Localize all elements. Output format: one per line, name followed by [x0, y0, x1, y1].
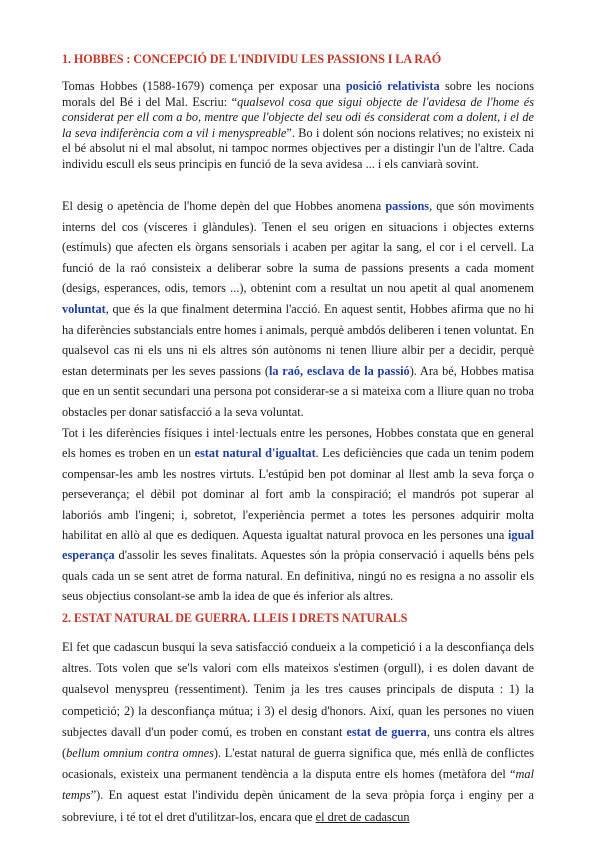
section-1-heading: 1. HOBBES : CONCEPCIÓ DE L'INDIVIDU LES PASSIONS I LA RAÓ: [62, 52, 442, 66]
text: Tot i les diferències físiques i intel·lectuals entre les persones, Hobbes constata que en general els homes es troben en un: [62, 426, 534, 461]
keyword-rao-esclava: la raó, esclava de la passió: [268, 363, 410, 378]
paragraph-1: [62, 79, 534, 173]
keyword-passions: passions: [385, 199, 430, 213]
text: Tomas Hobbes (1588-1679) comença per exposar una: [62, 79, 346, 93]
text: El fet que cadascun busqui la seva satisfacció condueix a la competició i a la desconfiança dels altres. Tots volen que se'ls valori com ells mateixos s'estimen (orgull), i es dolen davant de qualsevol menyspreu (ressentiment). Tenim ja les tres causes principals de disputa : 1) la competició; 2) la desconfiança mútua; i 3) el desig d'honors. Així, quan les persones no viuen subjectes davall d'un poder comú, es troben en constant: [62, 640, 534, 739]
paragraph-4: [62, 637, 534, 828]
text: , que són moviments interns del cos (vísceres i glàndules). Tenen el seu origen en situacions i objectes externs (estímuls) que afecten els òrgans sensorials i acaben per agitar la sang, el cor i el cervell. La funció de la raó consisteix a deliberar sobre la suma de passions presents a cada moment (desigs, esperances, odis, temors ...), obtenint com a resultat un nou apetit al qual anomenem: [62, 199, 534, 296]
underlined-phrase: el dret de cadascun: [315, 809, 410, 824]
text: ”. Bo i dolent són nocions relatives; no existeix ni el bé absolut ni el mal absolut, ni tampoc normes objectives per a distingir l'un de l'altre. Cada individu escull els seus principis en funció de la seva avidesa ... i els canviarà sovint.: [62, 125, 534, 171]
paragraph-2: [62, 196, 534, 423]
section-2-heading: 2. ESTAT NATURAL DE GUERRA. LLEIS I DRETS NATURALS: [62, 611, 408, 625]
text: . Les deficiències que cada un tenim podem compensar-les amb les nostres virtuts. L'estúpid ben pot dominar al llest amb la seva força o perseverança; el dèbil pot dominar al fort amb la conspiració; el mandrós pot superar al laboriós amb l'ingeni; i, sobretot, l'experiència permet a totes les persones adquirir molta habilitat en allò al que es dediquen. Aquesta igualtat natural provoca en les persones una: [62, 446, 534, 543]
keyword-posicio-relativista: posició relativista: [345, 79, 440, 93]
text: , que és la que finalment determina l'acció. En aquest sentit, Hobbes afirma que no hi ha diferències substancials entre homes i animals, perquè ambdós deliberen i tenen voluntat. En qualsevol cas ni els uns ni els altres són autònoms ni tenen lliure albir per a decidir, perquè estan determinats per les seves passions (: [62, 301, 534, 378]
keyword-voluntat: voluntat: [62, 301, 106, 316]
text: ”). En aquest estat l'individu depèn únicament de la seva pròpia força i enginy per a sobreviure, i té tot el dret d'utilitzar-los, encara que: [62, 788, 534, 824]
text: El desig o apetència de l'home depèn del que Hobbes anomena: [62, 199, 386, 213]
text: sobre les nocions morals del Bé i del Mal. Escriu: “: [62, 79, 535, 109]
keyword-estat-natural-igualtat: estat natural d'igualtat: [194, 446, 316, 461]
keyword-igual-esperanca: igual esperança: [62, 528, 534, 563]
quote-italic: qualsevol cosa que sigui objecte de l'avidesa de l'home és considerat per ell com a bo, mentre que l'objecte del seu odi és considerat com a dolent, i el de la seva indiferència com a vil i menyspreable: [62, 94, 534, 140]
text: ). Ara bé, Hobbes matisa que en un sentit secundari una persona pot considerar-se a si mateixa com a lliure quan no troba obstacles per donar satisfacció a la seva voluntat.: [62, 363, 534, 419]
keyword-estat-de-guerra: estat de guerra: [346, 724, 427, 739]
mal-temps-phrase: mal temps: [62, 767, 534, 803]
text: , uns contra els altres (: [62, 724, 534, 761]
text: d'assolir les seves finalitats. Aquestes són la pròpia conservació i aquells béns pels quals cada un se sent atret de forma natural. En definitiva, ningú no es resigna a no assolir els seus objectius consolant-se amb la idea de que és inferior als altres.: [62, 548, 534, 604]
text: ). L'estat natural de guerra significa que, més enllà de conflictes ocasionals, existeix una permanent tendència a la disputa entre els homes (metàfora del “: [62, 746, 535, 782]
latin-phrase: bellum omnium contra omnes: [66, 746, 214, 761]
paragraph-3: [62, 423, 534, 607]
